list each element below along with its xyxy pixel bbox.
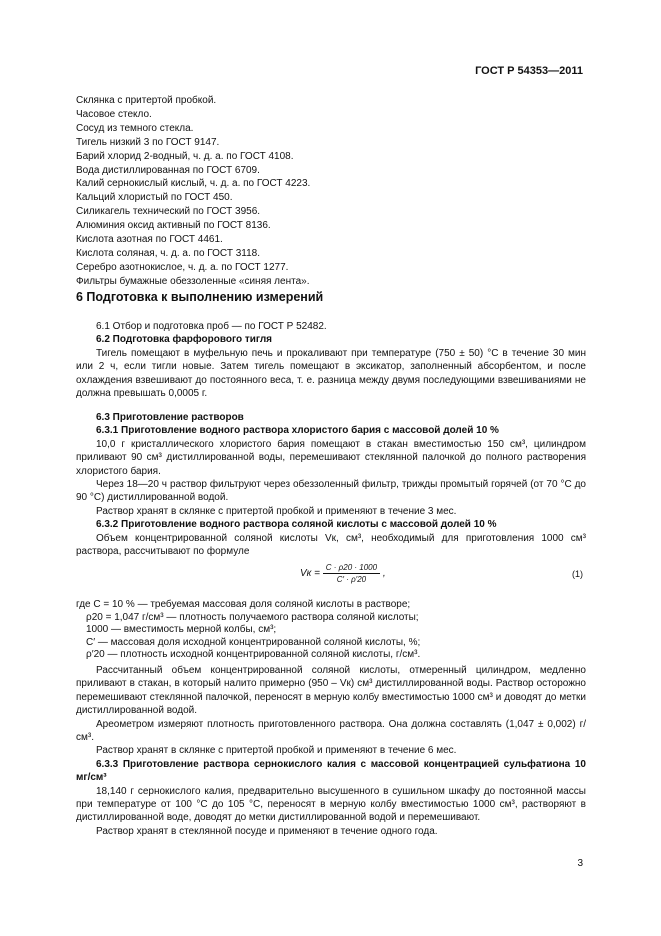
equipment-list	[76, 94, 586, 289]
legend-item: ρ20 = 1,047 г/см³ — плотность получаемого раствора соляной кислоты;	[86, 611, 419, 623]
legend-item: где C = 10 % — требуемая массовая доля соляной кислоты в растворе;	[76, 599, 411, 610]
list-item: Калий сернокислый кислый, ч. д. а. по ГОСТ 4223.	[76, 178, 311, 190]
s633-title: 6.3.3 Приготовление раствора сернокислого калия с массовой концентрацией сульфатиона 10 мг/см³	[76, 758, 586, 784]
s633-p1: 18,140 г сернокислого калия, предварительно высушенного в сушильном шкафу до постоянной массы при температуре от 100 °С до 105 °С, переносят в мерную колбу вместимостью 1000 см³, растворяют в дистиллированной воде, доводят до метки дистиллированной водой и перемешивают.	[76, 785, 586, 824]
formula-denominator: C′ · ρ′20	[336, 575, 367, 584]
section-6-1-6-2	[76, 320, 586, 400]
s632-p2: Рассчитанный объем концентрированной соляной кислоты, отмеренный цилиндром, медленно приливают в стакан, в который налито примерно (950 – Vк) см³ дистиллированной воды. Раствор осторожно перемешивают стеклянной палочкой, переносят в мерную колбу вместимостью 1000 см³ и доводят до метки дистиллированной водой.	[76, 665, 586, 717]
section-6-3	[76, 411, 586, 558]
list-item: Вода дистиллированная по ГОСТ 6709.	[76, 164, 260, 176]
legend-item: C′ — массовая доля исходной концентрированной соляной кислоты, %;	[86, 636, 421, 648]
formula-legend	[76, 599, 586, 662]
s631-title: 6.3.1 Приготовление водного раствора хлористого бария с массовой долей 10 %	[96, 425, 499, 437]
list-item: Барий хлорид 2-водный, ч. д. а. по ГОСТ 4108.	[76, 150, 294, 162]
list-item: Часовое стекло.	[76, 108, 152, 120]
s632-p4: Раствор хранят в склянке с притертой пробкой и применяют в течение 6 мес.	[96, 745, 457, 757]
formula-numerator: C · ρ20 · 1000	[323, 563, 380, 574]
formula-number: (1)	[572, 569, 583, 579]
list-item: Кальций хлористый по ГОСТ 450.	[76, 192, 233, 204]
s632-p1: Объем концентрированной соляной кислоты Vк, см³, необходимый для приготовления 1000 см³ раствора, рассчитывают по формуле	[76, 532, 586, 558]
section-6-title: 6 Подготовка к выполнению измерений	[76, 290, 324, 304]
standard-header: ГОСТ Р 54353—2011	[475, 65, 583, 77]
list-item: Сосуд из темного стекла.	[76, 122, 194, 134]
formula-1: Vк = $\frac{C \cdot \rho 20 \cdot 1000}{C' \cdot \rho'20}$ ,	[300, 563, 386, 584]
s631-p2: Через 18—20 ч раствор фильтруют через обеззоленный фильтр, трижды промытый горячей (от 70 °С до 90 °С) дистиллированной водой.	[76, 479, 586, 504]
legend-item: ρ′20 — плотность исходной концентрированной соляной кислоты, г/см³.	[86, 649, 421, 661]
formula-fraction	[323, 563, 380, 584]
s632-title: 6.3.2 Приготовление водного раствора соляной кислоты с массовой долей 10 %	[96, 519, 497, 531]
list-item: Алюминия оксид активный по ГОСТ 8136.	[76, 220, 271, 232]
formula-lhs: Vк =	[300, 568, 321, 580]
list-item: Фильтры бумажные обеззоленные «синяя лента».	[76, 275, 310, 287]
list-item: Кислота азотная по ГОСТ 4461.	[76, 234, 223, 246]
list-item: Тигель низкий 3 по ГОСТ 9147.	[76, 136, 220, 148]
legend-item: 1000 — вместимость мерной колбы, см³;	[86, 624, 277, 636]
section-6-3-2-cont	[76, 664, 586, 838]
s631-p1: 10,0 г кристаллического хлористого бария помещают в стакан вместимостью 150 см³, цилиндром приливают 90 см³ дистиллированной воды, перемешивают стеклянной палочкой до полного растворения хлористого бария.	[76, 438, 586, 477]
list-item: Кислота соляная, ч. д. а. по ГОСТ 3118.	[76, 247, 260, 259]
s63-title: 6.3 Приготовление растворов	[96, 412, 244, 423]
page-number: 3	[577, 858, 583, 869]
s631-p3: Раствор хранят в склянке с притертой пробкой и применяют в течение 3 мес.	[96, 505, 457, 517]
s61: 6.1 Отбор и подготовка проб — по ГОСТ Р 52482.	[96, 321, 327, 332]
s633-p2: Раствор хранят в стеклянной посуде и применяют в течение одного года.	[96, 825, 438, 837]
s632-p3: Ареометром измеряют плотность приготовленного раствора. Она должна составлять (1,047 ± 0,002) г/см³.	[76, 718, 586, 744]
list-item: Силикагель технический по ГОСТ 3956.	[76, 206, 261, 218]
s62-text: Тигель помещают в муфельную печь и прокаливают при температуре (750 ± 50) °С в течение 30 мин или 2 ч, если тигли новые. Затем тигель помещают в эксикатор, заполненный абсорбентом, и после охлаждения взвешивают до постоянного веса, т. е. разница между двумя последующими взвешиваниями не должна превышать 0,0005 г.	[76, 347, 586, 400]
list-item: Серебро азотнокислое, ч. д. а. по ГОСТ 1277.	[76, 261, 289, 273]
list-item: Склянка с притертой пробкой.	[76, 95, 217, 106]
s62-title: 6.2 Подготовка фарфорового тигля	[96, 334, 273, 346]
